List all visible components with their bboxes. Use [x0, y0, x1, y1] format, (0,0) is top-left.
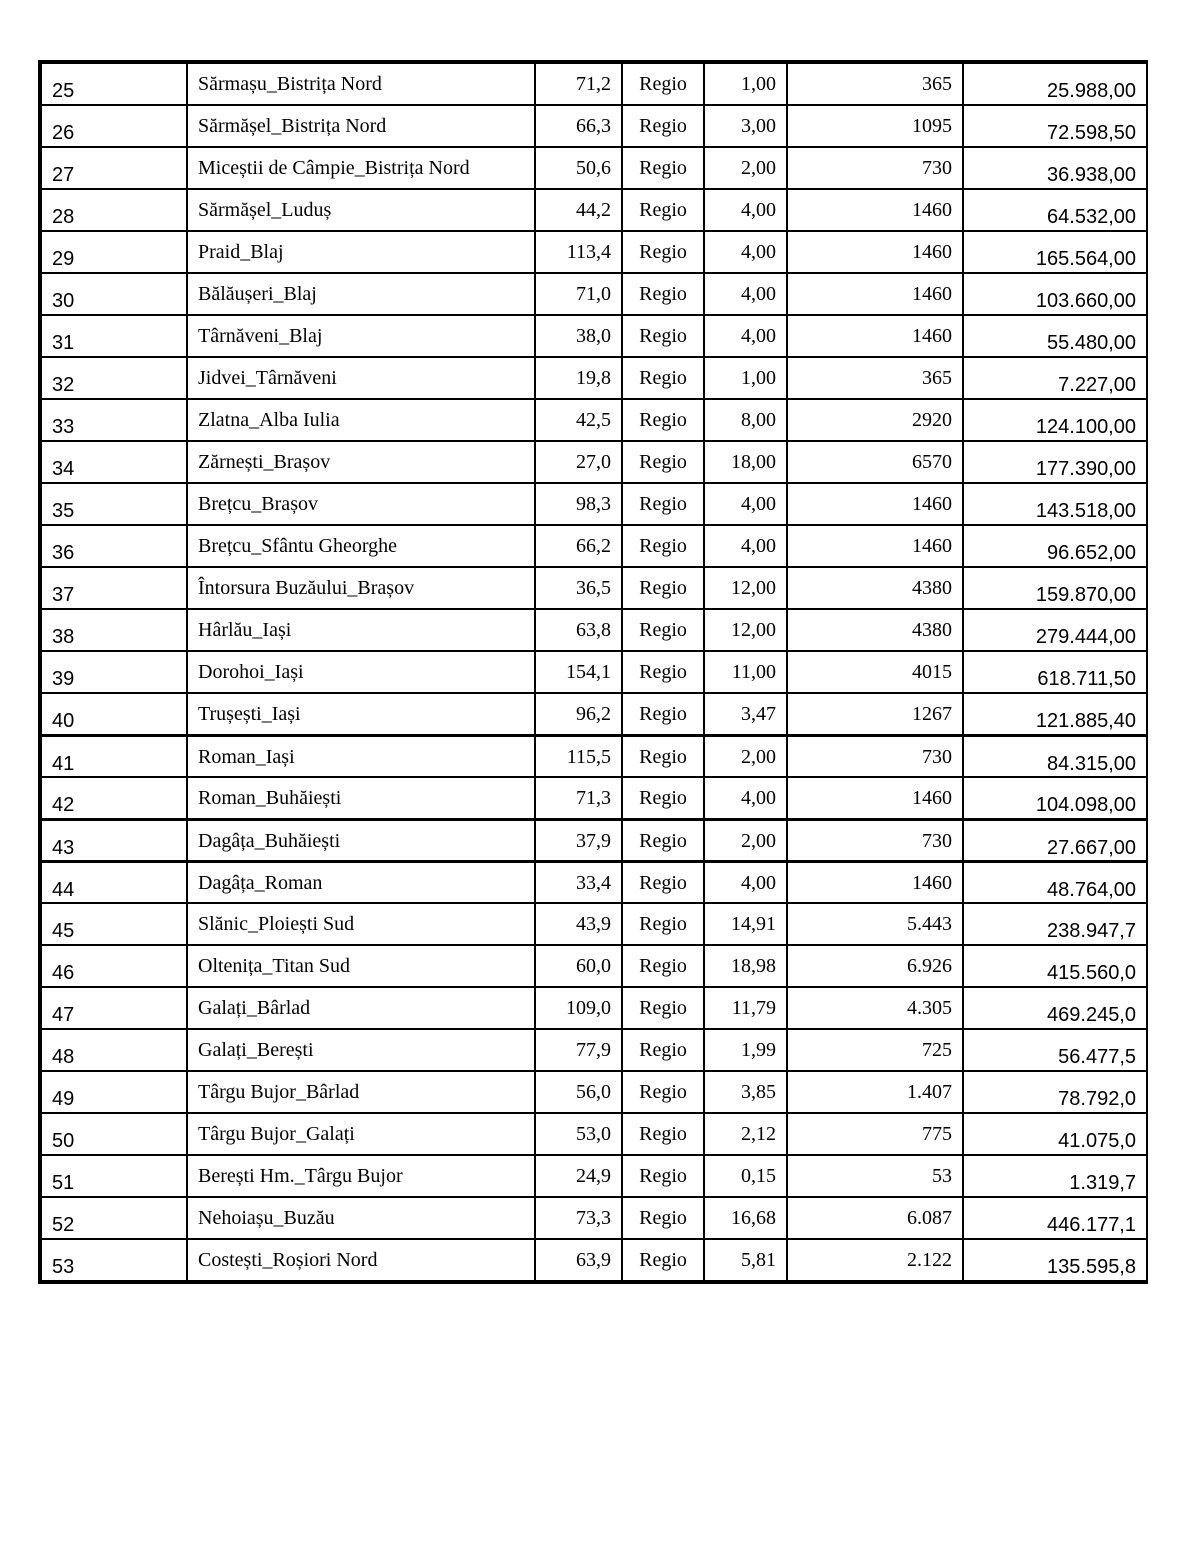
route-name-cell: Brețcu_Brașov [187, 483, 535, 525]
train-type-cell: Regio [622, 861, 704, 903]
daily-frequency-cell: 2,00 [704, 819, 787, 861]
daily-frequency-cell: 4,00 [704, 315, 787, 357]
train-type-cell: Regio [622, 987, 704, 1029]
table-row [41, 693, 1147, 735]
total-value-cell: 41.075,0 [963, 1113, 1147, 1155]
route-table-body [41, 63, 1147, 1281]
table-row [41, 861, 1147, 903]
route-name-cell: Sărmășel_Luduș [187, 189, 535, 231]
annual-trips-cell: 4380 [787, 609, 963, 651]
row-number-cell: 53 [41, 1239, 187, 1281]
route-name-cell: Zlatna_Alba Iulia [187, 399, 535, 441]
distance-km-cell: 43,9 [535, 903, 622, 945]
table-row [41, 945, 1147, 987]
daily-frequency-cell: 16,68 [704, 1197, 787, 1239]
annual-trips-cell: 2.122 [787, 1239, 963, 1281]
daily-frequency-cell: 18,00 [704, 441, 787, 483]
table-row [41, 1029, 1147, 1071]
row-number-cell: 33 [41, 399, 187, 441]
total-value-cell: 159.870,00 [963, 567, 1147, 609]
train-type-cell: Regio [622, 105, 704, 147]
route-name-cell: Trușești_Iași [187, 693, 535, 735]
daily-frequency-cell: 3,00 [704, 105, 787, 147]
route-name-cell: Târnăveni_Blaj [187, 315, 535, 357]
row-number-cell: 27 [41, 147, 187, 189]
route-name-cell: Galați_Berești [187, 1029, 535, 1071]
annual-trips-cell: 53 [787, 1155, 963, 1197]
route-name-cell: Nehoiașu_Buzău [187, 1197, 535, 1239]
daily-frequency-cell: 1,99 [704, 1029, 787, 1071]
table-row [41, 63, 1147, 105]
distance-km-cell: 98,3 [535, 483, 622, 525]
train-type-cell: Regio [622, 1029, 704, 1071]
route-name-cell: Berești Hm._Târgu Bujor [187, 1155, 535, 1197]
table-row [41, 147, 1147, 189]
annual-trips-cell: 4.305 [787, 987, 963, 1029]
row-number-cell: 47 [41, 987, 187, 1029]
total-value-cell: 135.595,8 [963, 1239, 1147, 1281]
train-type-cell: Regio [622, 567, 704, 609]
row-number-cell: 43 [41, 819, 187, 861]
table-row [41, 189, 1147, 231]
row-number-cell: 31 [41, 315, 187, 357]
train-type-cell: Regio [622, 1197, 704, 1239]
distance-km-cell: 113,4 [535, 231, 622, 273]
route-table [40, 62, 1148, 1282]
distance-km-cell: 36,5 [535, 567, 622, 609]
table-row [41, 1155, 1147, 1197]
daily-frequency-cell: 1,00 [704, 63, 787, 105]
train-type-cell: Regio [622, 735, 704, 777]
total-value-cell: 1.319,7 [963, 1155, 1147, 1197]
annual-trips-cell: 1460 [787, 777, 963, 819]
row-number-cell: 30 [41, 273, 187, 315]
table-row [41, 357, 1147, 399]
route-name-cell: Târgu Bujor_Bârlad [187, 1071, 535, 1113]
table-row [41, 651, 1147, 693]
annual-trips-cell: 1460 [787, 483, 963, 525]
total-value-cell: 103.660,00 [963, 273, 1147, 315]
row-number-cell: 29 [41, 231, 187, 273]
daily-frequency-cell: 3,47 [704, 693, 787, 735]
route-table-container [38, 60, 1148, 1284]
route-name-cell: Târgu Bujor_Galați [187, 1113, 535, 1155]
row-number-cell: 49 [41, 1071, 187, 1113]
route-name-cell: Praid_Blaj [187, 231, 535, 273]
annual-trips-cell: 730 [787, 147, 963, 189]
daily-frequency-cell: 4,00 [704, 189, 787, 231]
daily-frequency-cell: 4,00 [704, 777, 787, 819]
route-name-cell: Întorsura Buzăului_Brașov [187, 567, 535, 609]
route-name-cell: Costești_Roșiori Nord [187, 1239, 535, 1281]
train-type-cell: Regio [622, 273, 704, 315]
train-type-cell: Regio [622, 63, 704, 105]
annual-trips-cell: 1095 [787, 105, 963, 147]
train-type-cell: Regio [622, 1239, 704, 1281]
total-value-cell: 446.177,1 [963, 1197, 1147, 1239]
table-row [41, 1071, 1147, 1113]
row-number-cell: 35 [41, 483, 187, 525]
total-value-cell: 25.988,00 [963, 63, 1147, 105]
annual-trips-cell: 4380 [787, 567, 963, 609]
daily-frequency-cell: 4,00 [704, 231, 787, 273]
row-number-cell: 51 [41, 1155, 187, 1197]
row-number-cell: 34 [41, 441, 187, 483]
total-value-cell: 469.245,0 [963, 987, 1147, 1029]
total-value-cell: 36.938,00 [963, 147, 1147, 189]
table-row [41, 483, 1147, 525]
route-name-cell: Jidvei_Târnăveni [187, 357, 535, 399]
total-value-cell: 177.390,00 [963, 441, 1147, 483]
route-name-cell: Roman_Iași [187, 735, 535, 777]
annual-trips-cell: 1460 [787, 273, 963, 315]
train-type-cell: Regio [622, 147, 704, 189]
total-value-cell: 143.518,00 [963, 483, 1147, 525]
row-number-cell: 37 [41, 567, 187, 609]
distance-km-cell: 66,3 [535, 105, 622, 147]
table-row [41, 273, 1147, 315]
route-name-cell: Slănic_Ploiești Sud [187, 903, 535, 945]
route-name-cell: Brețcu_Sfântu Gheorghe [187, 525, 535, 567]
distance-km-cell: 24,9 [535, 1155, 622, 1197]
distance-km-cell: 63,8 [535, 609, 622, 651]
daily-frequency-cell: 4,00 [704, 525, 787, 567]
table-row [41, 903, 1147, 945]
total-value-cell: 124.100,00 [963, 399, 1147, 441]
row-number-cell: 25 [41, 63, 187, 105]
daily-frequency-cell: 2,12 [704, 1113, 787, 1155]
route-name-cell: Dagâța_Roman [187, 861, 535, 903]
distance-km-cell: 53,0 [535, 1113, 622, 1155]
daily-frequency-cell: 11,79 [704, 987, 787, 1029]
route-name-cell: Hârlău_Iași [187, 609, 535, 651]
total-value-cell: 72.598,50 [963, 105, 1147, 147]
annual-trips-cell: 1460 [787, 189, 963, 231]
distance-km-cell: 73,3 [535, 1197, 622, 1239]
distance-km-cell: 71,3 [535, 777, 622, 819]
annual-trips-cell: 730 [787, 735, 963, 777]
table-row [41, 399, 1147, 441]
daily-frequency-cell: 2,00 [704, 147, 787, 189]
train-type-cell: Regio [622, 399, 704, 441]
train-type-cell: Regio [622, 441, 704, 483]
distance-km-cell: 42,5 [535, 399, 622, 441]
total-value-cell: 64.532,00 [963, 189, 1147, 231]
row-number-cell: 41 [41, 735, 187, 777]
distance-km-cell: 71,0 [535, 273, 622, 315]
daily-frequency-cell: 4,00 [704, 273, 787, 315]
daily-frequency-cell: 4,00 [704, 861, 787, 903]
row-number-cell: 44 [41, 861, 187, 903]
annual-trips-cell: 6.926 [787, 945, 963, 987]
daily-frequency-cell: 18,98 [704, 945, 787, 987]
row-number-cell: 39 [41, 651, 187, 693]
total-value-cell: 48.764,00 [963, 861, 1147, 903]
total-value-cell: 56.477,5 [963, 1029, 1147, 1071]
row-number-cell: 36 [41, 525, 187, 567]
annual-trips-cell: 1460 [787, 861, 963, 903]
row-number-cell: 26 [41, 105, 187, 147]
table-row [41, 231, 1147, 273]
distance-km-cell: 27,0 [535, 441, 622, 483]
distance-km-cell: 109,0 [535, 987, 622, 1029]
total-value-cell: 165.564,00 [963, 231, 1147, 273]
train-type-cell: Regio [622, 945, 704, 987]
total-value-cell: 121.885,40 [963, 693, 1147, 735]
table-row [41, 1113, 1147, 1155]
row-number-cell: 45 [41, 903, 187, 945]
table-row [41, 567, 1147, 609]
distance-km-cell: 66,2 [535, 525, 622, 567]
distance-km-cell: 38,0 [535, 315, 622, 357]
distance-km-cell: 33,4 [535, 861, 622, 903]
total-value-cell: 96.652,00 [963, 525, 1147, 567]
train-type-cell: Regio [622, 609, 704, 651]
annual-trips-cell: 725 [787, 1029, 963, 1071]
daily-frequency-cell: 12,00 [704, 609, 787, 651]
table-row [41, 735, 1147, 777]
table-row [41, 987, 1147, 1029]
train-type-cell: Regio [622, 903, 704, 945]
row-number-cell: 38 [41, 609, 187, 651]
route-name-cell: Zărnești_Brașov [187, 441, 535, 483]
route-name-cell: Dagâța_Buhăiești [187, 819, 535, 861]
table-row [41, 609, 1147, 651]
daily-frequency-cell: 4,00 [704, 483, 787, 525]
daily-frequency-cell: 5,81 [704, 1239, 787, 1281]
route-name-cell: Miceștii de Câmpie_Bistrița Nord [187, 147, 535, 189]
annual-trips-cell: 1460 [787, 525, 963, 567]
distance-km-cell: 44,2 [535, 189, 622, 231]
route-name-cell: Bălăușeri_Blaj [187, 273, 535, 315]
annual-trips-cell: 1460 [787, 315, 963, 357]
distance-km-cell: 154,1 [535, 651, 622, 693]
route-name-cell: Sărmășel_Bistrița Nord [187, 105, 535, 147]
total-value-cell: 279.444,00 [963, 609, 1147, 651]
daily-frequency-cell: 8,00 [704, 399, 787, 441]
table-row [41, 105, 1147, 147]
annual-trips-cell: 1460 [787, 231, 963, 273]
annual-trips-cell: 2920 [787, 399, 963, 441]
daily-frequency-cell: 1,00 [704, 357, 787, 399]
distance-km-cell: 96,2 [535, 693, 622, 735]
total-value-cell: 78.792,0 [963, 1071, 1147, 1113]
distance-km-cell: 56,0 [535, 1071, 622, 1113]
annual-trips-cell: 775 [787, 1113, 963, 1155]
train-type-cell: Regio [622, 189, 704, 231]
daily-frequency-cell: 2,00 [704, 735, 787, 777]
annual-trips-cell: 365 [787, 63, 963, 105]
distance-km-cell: 19,8 [535, 357, 622, 399]
train-type-cell: Regio [622, 693, 704, 735]
train-type-cell: Regio [622, 357, 704, 399]
table-row [41, 1239, 1147, 1281]
annual-trips-cell: 730 [787, 819, 963, 861]
row-number-cell: 32 [41, 357, 187, 399]
row-number-cell: 46 [41, 945, 187, 987]
annual-trips-cell: 5.443 [787, 903, 963, 945]
row-number-cell: 28 [41, 189, 187, 231]
route-name-cell: Sărmașu_Bistrița Nord [187, 63, 535, 105]
train-type-cell: Regio [622, 1071, 704, 1113]
total-value-cell: 618.711,50 [963, 651, 1147, 693]
daily-frequency-cell: 3,85 [704, 1071, 787, 1113]
total-value-cell: 7.227,00 [963, 357, 1147, 399]
distance-km-cell: 71,2 [535, 63, 622, 105]
train-type-cell: Regio [622, 1113, 704, 1155]
row-number-cell: 48 [41, 1029, 187, 1071]
row-number-cell: 52 [41, 1197, 187, 1239]
annual-trips-cell: 6570 [787, 441, 963, 483]
train-type-cell: Regio [622, 525, 704, 567]
route-name-cell: Oltenița_Titan Sud [187, 945, 535, 987]
daily-frequency-cell: 12,00 [704, 567, 787, 609]
annual-trips-cell: 365 [787, 357, 963, 399]
row-number-cell: 40 [41, 693, 187, 735]
total-value-cell: 238.947,7 [963, 903, 1147, 945]
total-value-cell: 84.315,00 [963, 735, 1147, 777]
row-number-cell: 50 [41, 1113, 187, 1155]
train-type-cell: Regio [622, 651, 704, 693]
annual-trips-cell: 1267 [787, 693, 963, 735]
distance-km-cell: 63,9 [535, 1239, 622, 1281]
table-row [41, 819, 1147, 861]
daily-frequency-cell: 11,00 [704, 651, 787, 693]
distance-km-cell: 115,5 [535, 735, 622, 777]
table-row [41, 777, 1147, 819]
distance-km-cell: 77,9 [535, 1029, 622, 1071]
train-type-cell: Regio [622, 819, 704, 861]
row-number-cell: 42 [41, 777, 187, 819]
annual-trips-cell: 1.407 [787, 1071, 963, 1113]
distance-km-cell: 37,9 [535, 819, 622, 861]
train-type-cell: Regio [622, 315, 704, 357]
distance-km-cell: 60,0 [535, 945, 622, 987]
route-name-cell: Dorohoi_Iași [187, 651, 535, 693]
daily-frequency-cell: 14,91 [704, 903, 787, 945]
train-type-cell: Regio [622, 777, 704, 819]
table-row [41, 1197, 1147, 1239]
route-name-cell: Roman_Buhăiești [187, 777, 535, 819]
annual-trips-cell: 4015 [787, 651, 963, 693]
train-type-cell: Regio [622, 231, 704, 273]
total-value-cell: 104.098,00 [963, 777, 1147, 819]
total-value-cell: 27.667,00 [963, 819, 1147, 861]
table-row [41, 441, 1147, 483]
table-row [41, 525, 1147, 567]
table-row [41, 315, 1147, 357]
total-value-cell: 415.560,0 [963, 945, 1147, 987]
annual-trips-cell: 6.087 [787, 1197, 963, 1239]
total-value-cell: 55.480,00 [963, 315, 1147, 357]
route-name-cell: Galați_Bârlad [187, 987, 535, 1029]
train-type-cell: Regio [622, 1155, 704, 1197]
distance-km-cell: 50,6 [535, 147, 622, 189]
daily-frequency-cell: 0,15 [704, 1155, 787, 1197]
train-type-cell: Regio [622, 483, 704, 525]
